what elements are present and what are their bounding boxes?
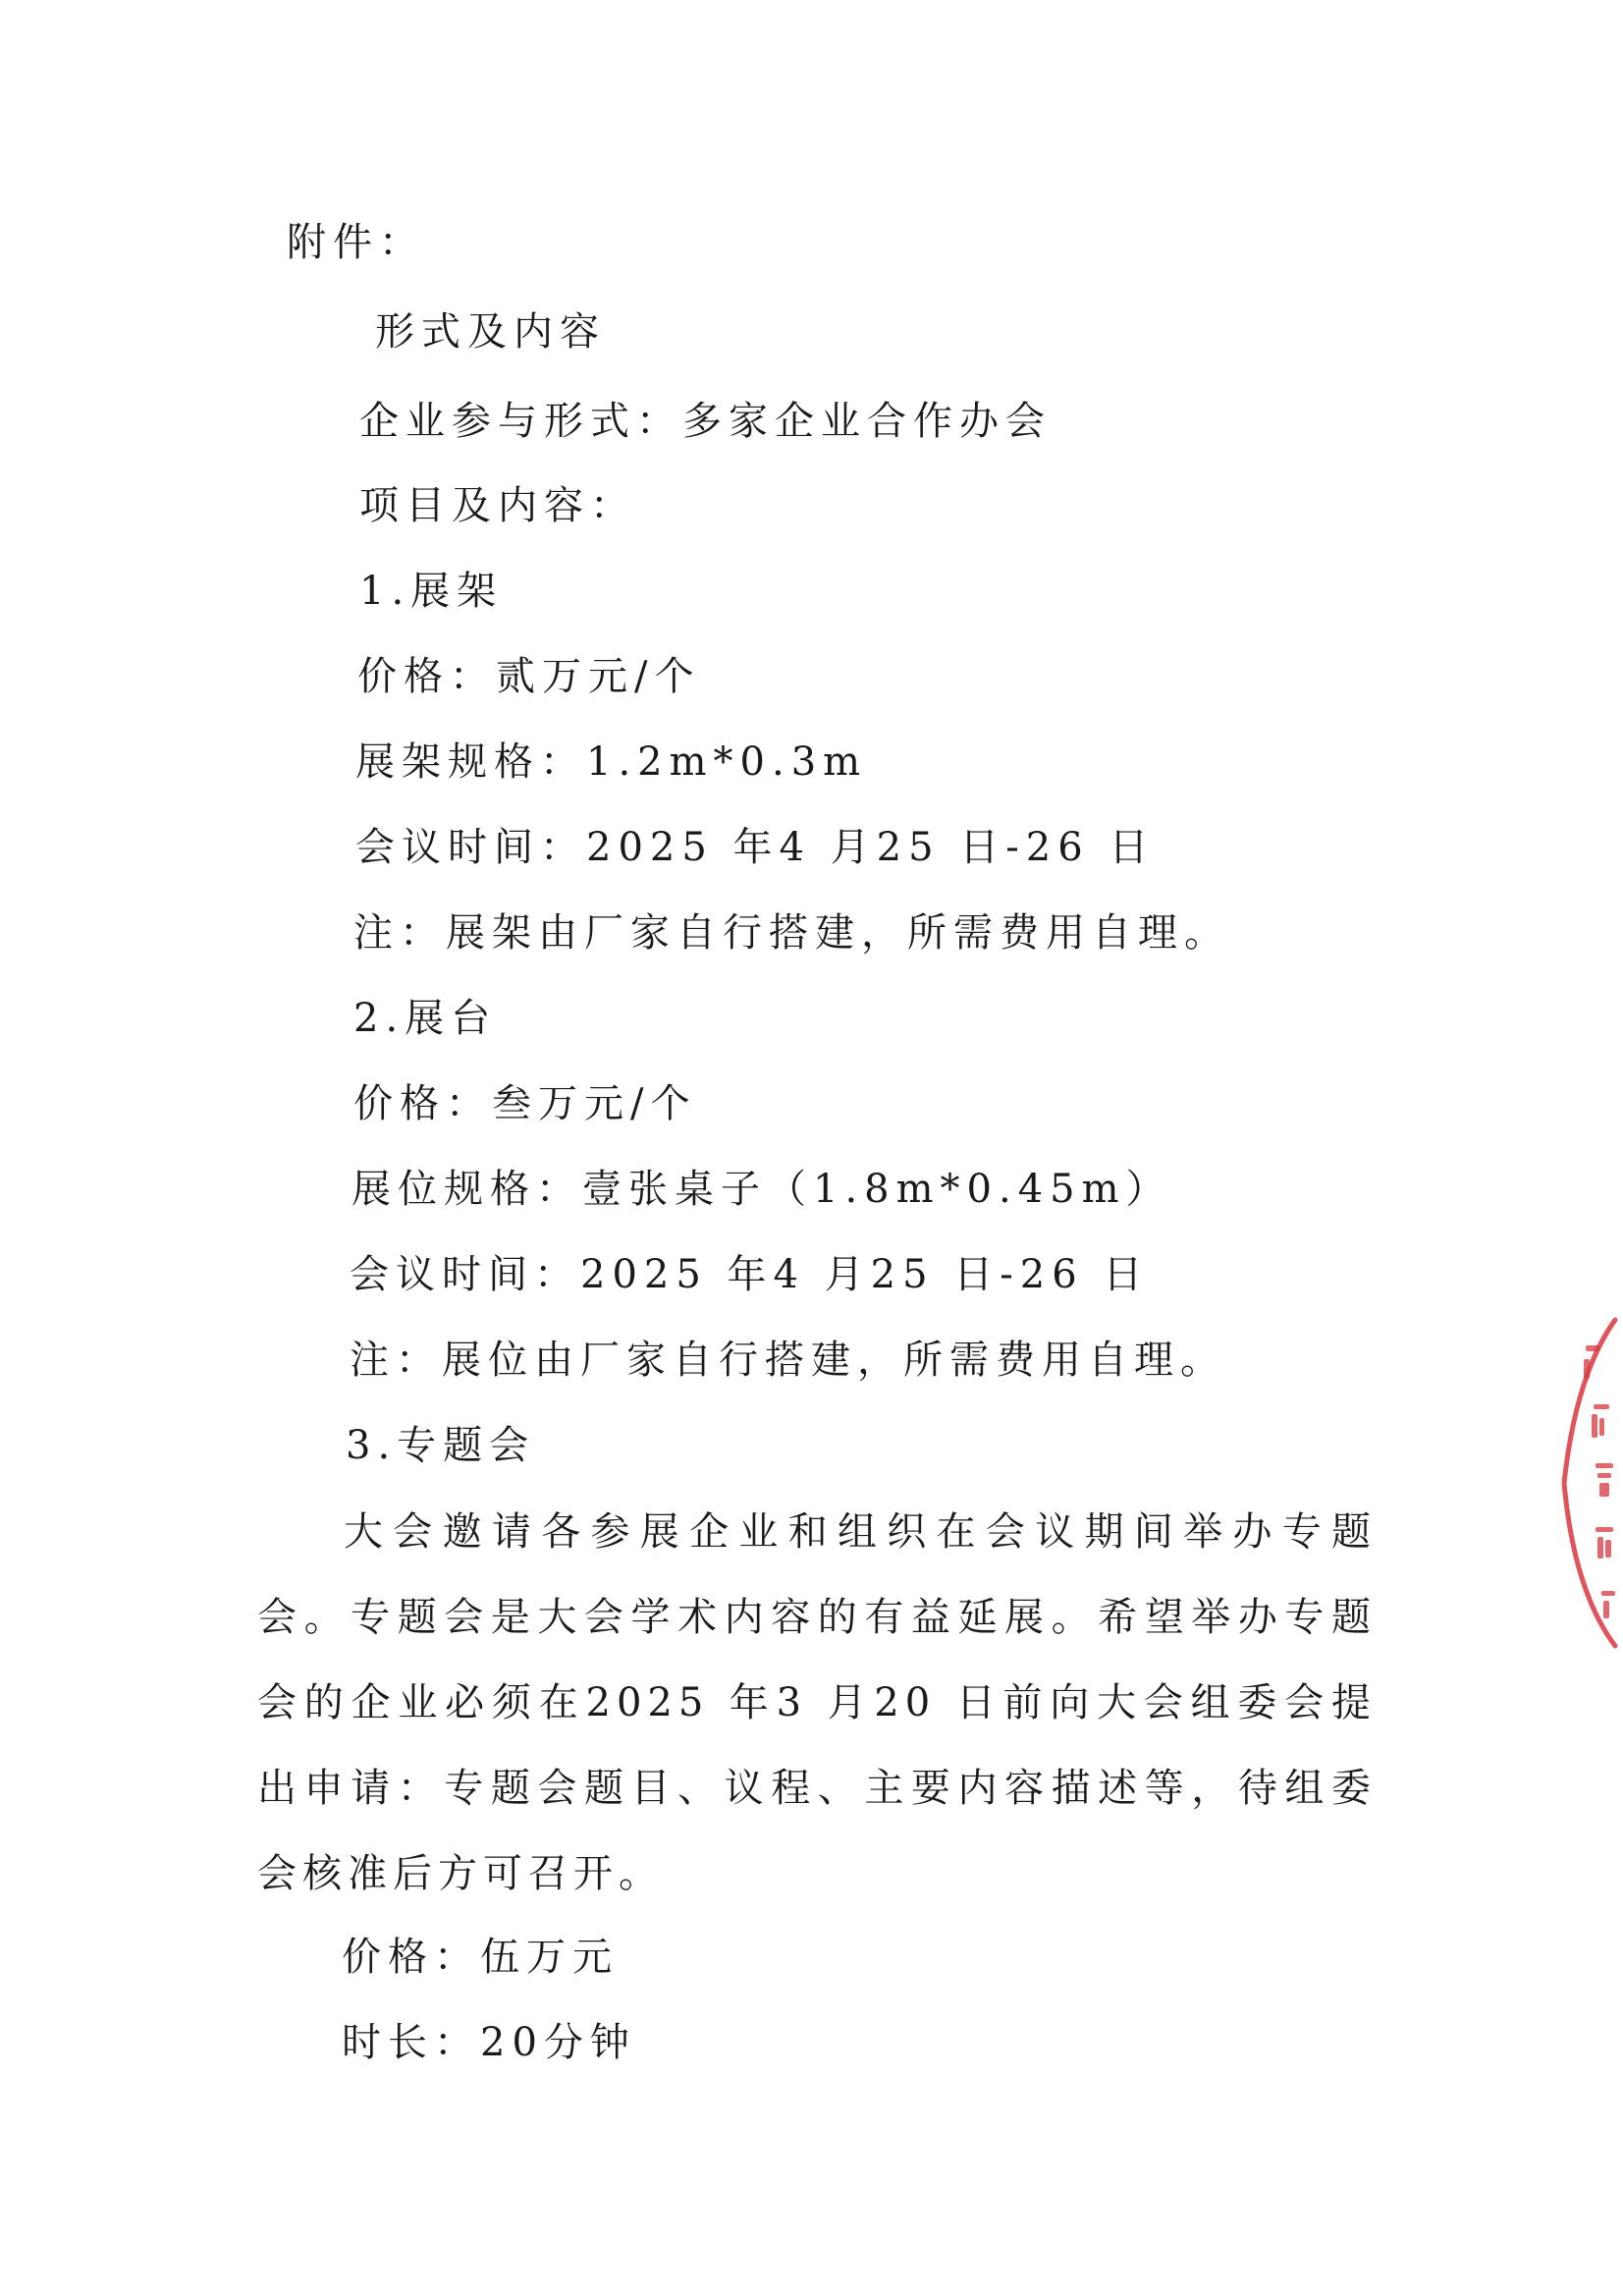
section-1-note: 注：展架由厂家自行搭建，所需费用自理。 [353,910,1230,956]
attachment-label: 附件： [287,220,425,265]
section-3-duration: 时长：20分钟 [342,2020,636,2065]
section-3-price: 价格：伍万元 [342,1935,619,1980]
section-3-body: 大会邀请各参展企业和组织在会议期间举办专题会。专题会是大会学术内容的有益延展。希望举办专题会的企业必须在2025 年3 月20 日前向大会组委会提出申请：专题会题目、议程、主要内容描述等，待组委会核准后方可召开。 [257,1509,1377,1896]
section-2-note: 注：展位由厂家自行搭建，所需费用自理。 [350,1338,1226,1383]
section-2-time: 会议时间：2025 年4 月25 日-26 日 [350,1252,1150,1297]
section-2-spec: 展位规格：壹张桌子（1.8m*0.45m） [352,1167,1172,1212]
section-1-price: 价格：贰万元/个 [357,654,701,699]
section-1-time: 会议时间：2025 年4 月25 日-26 日 [355,825,1156,870]
section-2-title: 2.展台 [353,996,498,1041]
section-3-title: 3.专题会 [346,1423,536,1468]
section-2-price: 价格：叁万元/个 [353,1081,697,1126]
items-heading: 项目及内容： [359,483,636,528]
seal-stamp-partial [1556,1316,1623,1650]
participation-form: 企业参与形式：多家企业合作办会 [359,399,1052,444]
document-heading: 形式及内容 [375,309,606,355]
section-1-title: 1.展架 [359,569,504,614]
section-1-spec: 展架规格：1.2m*0.3m [355,739,868,785]
